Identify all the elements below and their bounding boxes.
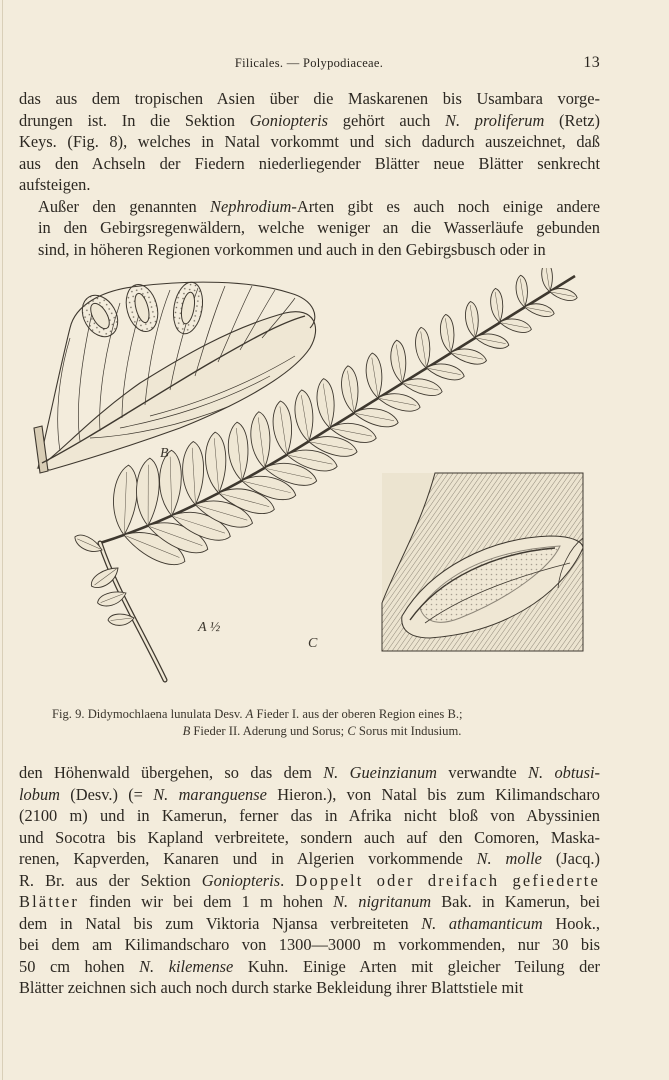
pinna-leaflet [390, 340, 408, 384]
pinna-leaflet [206, 432, 226, 493]
italic-term: N. nigritanum [333, 892, 432, 911]
pinna-leaflet [228, 422, 249, 481]
pinna-leaflet [449, 344, 488, 367]
pinna-leaflet [250, 411, 271, 468]
text-line: drungen ist. In die Sektion Goniopteris gehört auch N. proliferum (Retz) [19, 110, 601, 130]
top-text-block [19, 88, 600, 260]
figure-9-illustration [30, 268, 590, 696]
sori-group [75, 280, 206, 343]
italic-term: N. obtusi- [528, 763, 600, 782]
paragraph-3 [19, 762, 600, 999]
fern-illustration-svg [30, 268, 590, 696]
text-line: aus den Achseln der Fiedern niederliegender Blätter neue Blätter senkrecht [19, 153, 600, 173]
pinna-leaflet [474, 330, 511, 352]
text-line: in den Gebirgsregenwäldern, welche weniger an die Wasserläufe gebunden [38, 218, 600, 237]
pinna-leaflet [133, 457, 161, 526]
pinna-leaflet [499, 315, 533, 336]
text-line: sind, in höheren Regionen vorkommen und auch in den Gebirgsbusch oder in [38, 239, 546, 259]
pinna-leaflet [414, 327, 431, 369]
italic-term: N. athamanticum [421, 913, 543, 933]
caption-line-2: B Fieder II. Aderung und Sorus; C Sorus mit Indusium. [182, 724, 462, 738]
italic-term: Goniopteris [201, 870, 281, 890]
pinna-leaflet [549, 285, 579, 303]
pinna-leaflet [316, 378, 336, 429]
pinna-leaflet [425, 359, 466, 383]
caption-line-1: Fig. 9. Didymochlaena lunulata Desv. A Fieder I. aus der oberen Region eines B.; [52, 707, 463, 721]
italic-term: N. molle [476, 849, 542, 868]
spaced-emphasis: Blätter [19, 892, 80, 911]
italic-term: A [245, 707, 254, 721]
text-line: aufsteigen. [19, 175, 91, 194]
text-line: R. Br. aus der Sektion Goniopteris. Doppelt oder dreifach gefiederte [19, 870, 600, 890]
text-line: Außer den genannten Nephrodium-Arten gibt es auch noch einige andere [38, 196, 600, 216]
running-title: Filicales. — Polypodiaceae. [234, 56, 384, 70]
italic-term: lobum [19, 784, 60, 804]
italic-term: B [182, 724, 191, 738]
italic-term: N. proliferum [445, 110, 545, 130]
pinna-leaflet [464, 301, 479, 338]
italic-term: Nephrodium [210, 196, 292, 216]
pinna-leaflet [523, 300, 555, 319]
text-line: und Socotra bis Kapland verbreitete, sondern auch auf den Comoren, Maska- [19, 827, 600, 847]
text-line: (2100 m) und in Kamerun, ferner das in Afrika nicht bloß von Abyssinien [19, 806, 600, 825]
bottom-text-block [19, 762, 600, 999]
pinna-leaflet [108, 614, 134, 625]
pinna-leaflet [515, 275, 528, 307]
text-line: Blätter zeichnen sich auch noch durch starke Bekleidung ihrer Blattstiele mit [19, 978, 524, 997]
paragraph-2 [19, 196, 600, 261]
italic-term: Goniopteris [249, 110, 329, 130]
pinna-leaflet [439, 314, 455, 353]
figure-label-a: A ½ [198, 620, 221, 635]
text-line: 50 cm hohen N. kilemense Kuhn. Einige Arten mit gleicher Teilung der [19, 956, 600, 976]
text-line: renen, Kapverden, Kanaren und in Algerien vorkommende N. molle (Jacq.) [19, 849, 600, 868]
pinna-leaflet [340, 365, 359, 413]
pinna-leaflet [541, 268, 553, 292]
figure-label-c: C [308, 636, 318, 651]
paragraph-1 [19, 88, 600, 196]
text-line: lobum (Desv.) (= N. maranguense Hieron.), von Natal bis zum Kilimandscharo [19, 784, 600, 804]
italic-term: N. Gueinzianum [323, 763, 438, 782]
detail-c-sorus [382, 473, 583, 651]
text-line: Blätter finden wir bei dem 1 m hohen N. nigritanum Bak. in Kamerun, bei [19, 892, 601, 911]
italic-term: N. kilemense [139, 956, 234, 976]
text-line: Keys. (Fig. 8), welches in Natal vorkommt und sich dadurch auszeichnet, daß [19, 132, 600, 151]
pinna-leaflet [182, 441, 205, 505]
spaced-emphasis: Doppelt oder dreifach gefiederte [295, 870, 600, 890]
figure-caption [30, 706, 614, 740]
pinna-leaflet [293, 389, 314, 442]
text-line: das aus dem tropischen Asien über die Maskarenen bis Usambara vorge- [19, 89, 600, 108]
italic-term: N. maranguense [153, 784, 267, 804]
pinna-leaflet [490, 288, 504, 323]
text-line: den Höhenwald übergehen, so das dem N. Gueinzianum verwandte N. obtusi- [19, 763, 600, 782]
page-edge-line [2, 0, 3, 1080]
pinna-leaflet [365, 352, 384, 398]
text-line: bei dem am Kilimandscharo von 1300—3000 m vorkommenden, nur 30 bis [19, 935, 600, 954]
running-head [18, 54, 600, 74]
pinna-leaflet [272, 400, 293, 455]
detail-b-pinnule [34, 280, 316, 473]
text-line: dem in Natal bis zum Viktoria Njansa verbreiteten N. athamanticum Hook., [19, 913, 600, 933]
page-number: 13 [583, 54, 600, 71]
figure-label-b: B [160, 446, 169, 461]
pinna-leaflet [401, 374, 444, 399]
italic-term: C [347, 724, 356, 738]
